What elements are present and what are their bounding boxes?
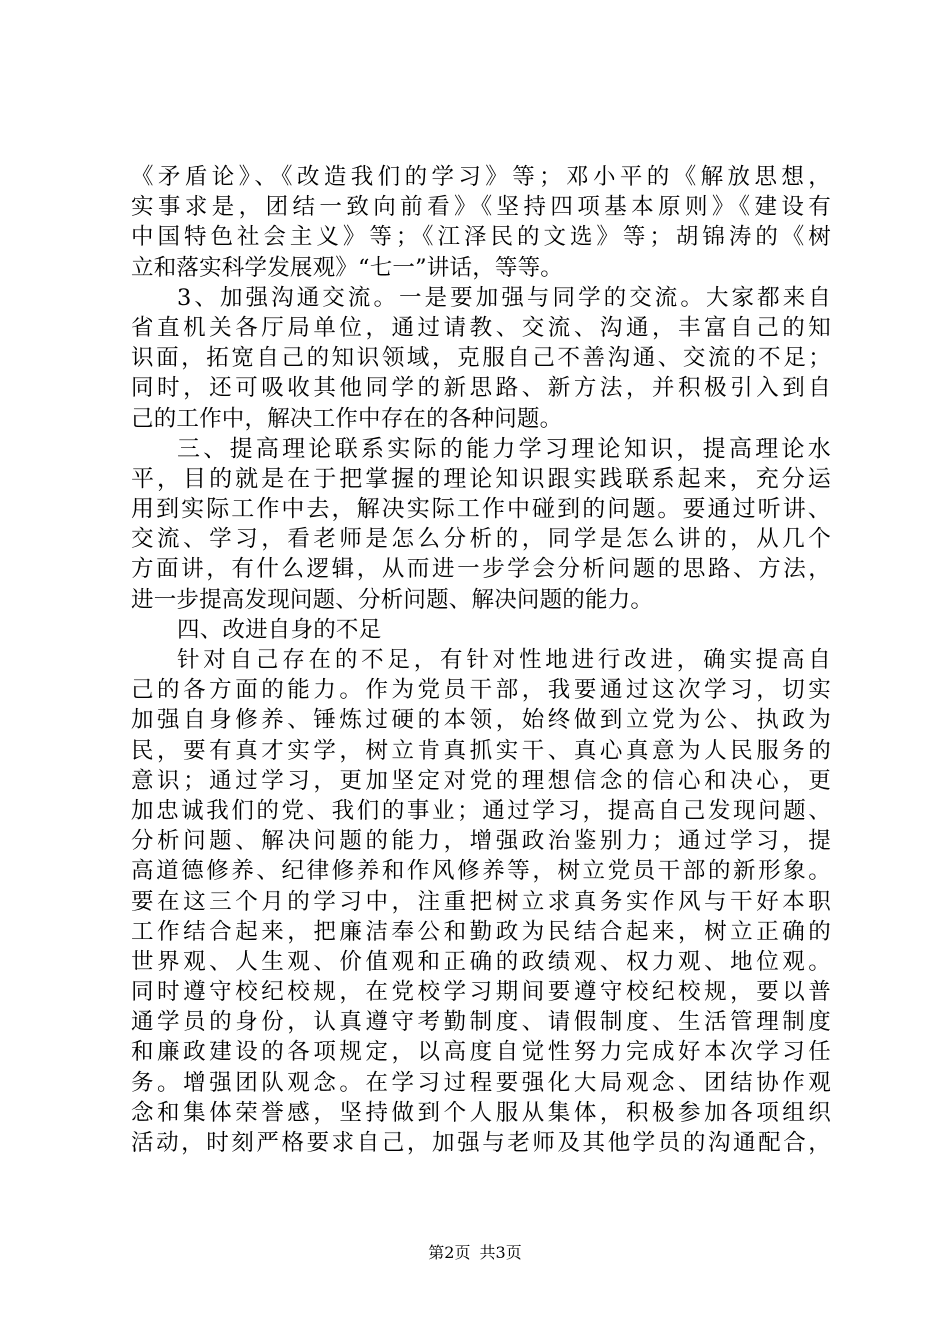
text-line: 省直机关各厅局单位，通过请教、交流、沟通，丰富自己的知 [131,314,831,341]
text-line: 中国特色社会主义》等；《江泽民的文选》等；胡锦涛的《树 [131,224,831,251]
page-number: 第2页 [428,1243,471,1262]
text-line: 加强自身修养、锤炼过硬的本领，始终做到立党为公、执政为 [131,707,831,734]
text-line: 加忠诚我们的党、我们的事业；通过学习，提高自己发现问题、 [131,797,831,824]
text-line: 实事求是，团结一致向前看》《坚持四项基本原则》《建设有 [131,194,831,221]
text-line: 交流、学习，看老师是怎么分析的，同学是怎么讲的，从几个 [131,526,831,553]
page-footer [0,1243,950,1263]
text-line: 方面讲，有什么逻辑，从而进一步学会分析问题的思路、方法， [131,556,831,583]
document-body [131,162,831,1158]
text-line: 同时遵守校纪校规，在党校学习期间要遵守校纪校规，要以普 [131,979,831,1006]
text-line: 高道德修养、纪律修养和作风修养等，树立党员干部的新形象。 [131,858,831,885]
text-line: 通学员的身份，认真遵守考勤制度、请假制度、生活管理制度 [131,1009,831,1036]
text-line: 和廉政建设的各项规定，以高度自觉性努力完成好本次学习任 [131,1039,831,1066]
text-line: 活动，时刻严格要求自己，加强与老师及其他学员的沟通配合， [131,1130,831,1156]
text-line: 3、加强沟通交流。一是要加强与同学的交流。大家都来自 [177,284,831,311]
text-line: 意识；通过学习，更加坚定对党的理想信念的信心和决心，更 [131,767,831,794]
text-line: 分析问题、解决问题的能力，增强政治鉴别力；通过学习，提 [131,828,831,855]
section-heading: 四、改进自身的不足 [177,616,382,643]
text-line: 平，目的就是在于把掌握的理论知识跟实践联系起来，充分运 [131,465,831,492]
text-line: 务。增强团队观念。在学习过程要强化大局观念、团结协作观 [131,1069,831,1096]
text-line: 工作结合起来，把廉洁奉公和勤政为民结合起来，树立正确的 [131,918,831,945]
text-line: 识面，拓宽自己的知识领域，克服自己不善沟通、交流的不足； [131,345,831,372]
text-line: 要在这三个月的学习中，注重把树立求真务实作风与干好本职 [131,888,831,915]
text-line: 己的各方面的能力。作为党员干部，我要通过这次学习，切实 [131,677,831,704]
text-line: 针对自己存在的不足，有针对性地进行改进，确实提高自 [177,647,831,673]
page-total: 共3页 [479,1243,522,1262]
text-line: 进一步提高发现问题、分析问题、解决问题的能力。 [131,586,654,613]
text-line: 《矛盾论》、《改造我们的学习》等；邓小平的《解放思想， [131,164,831,190]
text-line: 民，要有真才实学，树立肯真抓实干、真心真意为人民服务的 [131,737,831,764]
text-line: 用到实际工作中去，解决实际工作中碰到的问题。要通过听讲、 [131,496,831,523]
text-line: 三、提高理论联系实际的能力学习理论知识，提高理论水 [177,435,831,462]
text-line: 己的工作中，解决工作中存在的各种问题。 [131,405,563,432]
text-line: 同时，还可吸收其他同学的新思路、新方法，并积极引入到自 [131,375,831,402]
text-line: 立和落实科学发展观》“七一”讲话，等等。 [131,254,564,281]
text-line: 世界观、人生观、价值观和正确的政绩观、权力观、地位观。 [131,948,831,975]
text-line: 念和集体荣誉感，坚持做到个人服从集体，积极参加各项组织 [131,1099,831,1126]
